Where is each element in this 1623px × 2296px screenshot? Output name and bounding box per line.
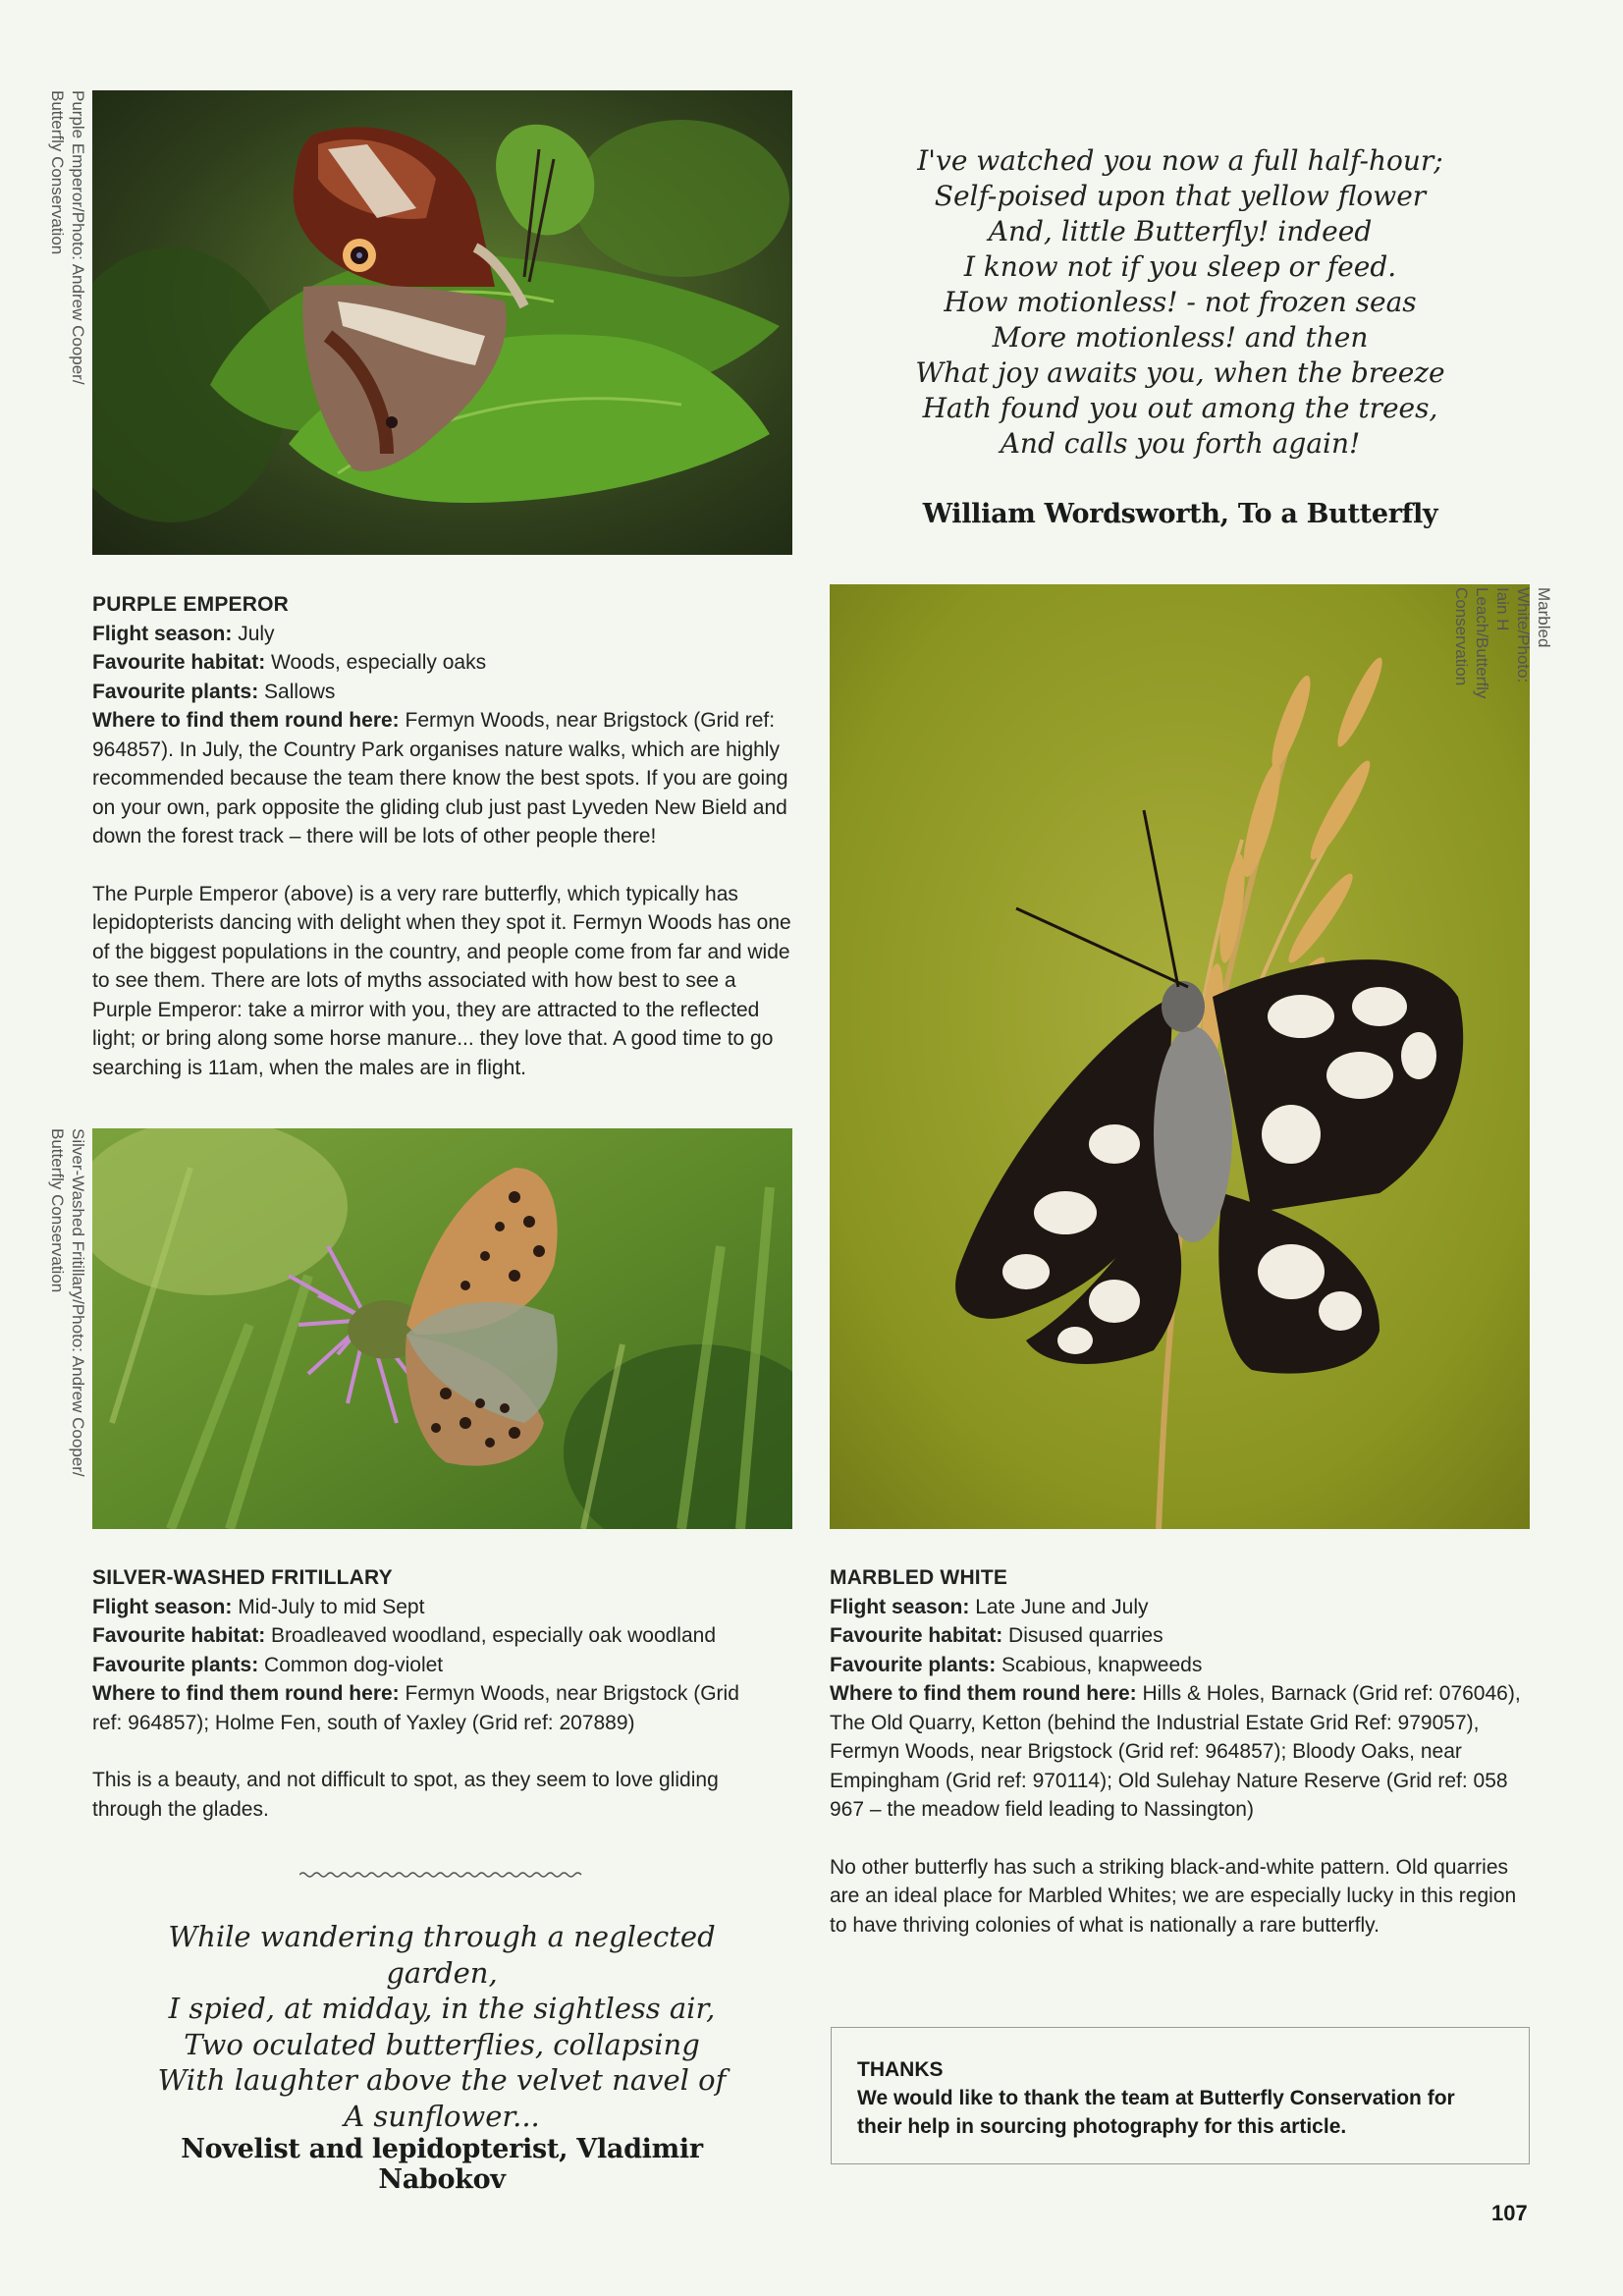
habitat-value: Broadleaved woodland, especially oak woodland bbox=[271, 1624, 717, 1647]
plants-value: Scabious, knapweeds bbox=[1001, 1653, 1203, 1676]
silver-washed-fritillary-photo bbox=[92, 1128, 792, 1529]
flight-label: Flight season: bbox=[92, 1595, 233, 1618]
flight-value: Mid-July to mid Sept bbox=[238, 1595, 425, 1618]
quote-wordsworth-attribution: William Wordsworth, To a Butterfly bbox=[922, 499, 1438, 529]
marbled-white-photo bbox=[830, 584, 1530, 1529]
purple-emperor-photo bbox=[92, 90, 792, 555]
photo-credit-silver-washed: Silver-Washed Fritillary/Photo: Andrew Cooper/ Butterfly Conservation bbox=[48, 1128, 87, 1477]
where-value: Fermyn Woods, near Brigstock (Grid ref: 964857). In July, the Country Park organises nature walks, which are highly recommended because the team there know the best spots. If you are going on your own, park opposite the gliding club just past Lyveden New Bield and down the forest track – there will be lots of other people there! bbox=[92, 709, 788, 847]
quote-line: Self-poised upon that yellow flower bbox=[934, 180, 1427, 212]
thanks-text: We would like to thank the team at Butterfly Conservation for their help in sourcing photography for this article. bbox=[857, 2087, 1455, 2138]
quote-line: And, little Butterfly! indeed bbox=[988, 215, 1373, 247]
quote-line: A sunflower... bbox=[344, 2099, 540, 2133]
flight-value: July bbox=[238, 622, 275, 645]
marbled-white-info bbox=[830, 1563, 1529, 1940]
quote-wordsworth bbox=[884, 143, 1477, 462]
flight-label: Flight season: bbox=[830, 1595, 970, 1618]
quote-line: I've watched you now a full half-hour; bbox=[917, 144, 1443, 177]
thanks-box bbox=[831, 2027, 1530, 2164]
page-number: 107 bbox=[1491, 2201, 1528, 2225]
quote-line: Hath found you out among the trees, bbox=[922, 392, 1438, 424]
quote-line: What joy awaits you, when the breeze bbox=[915, 356, 1445, 389]
flight-label: Flight season: bbox=[92, 622, 233, 645]
thanks-title: THANKS bbox=[857, 2058, 944, 2081]
quote-line: Two oculated butterflies, collapsing bbox=[184, 2027, 700, 2061]
where-label: Where to find them round here: bbox=[92, 709, 400, 732]
where-label: Where to find them round here: bbox=[92, 1682, 400, 1705]
quote-nabokov bbox=[118, 1919, 766, 2134]
species-body: No other butterfly has such a striking black-and-white pattern. Old quarries are an ideal place for Marbled Whites; we are especially lucky in this region to have thriving colonies of what is nationally a rare butterfly. bbox=[830, 1855, 1517, 1937]
habitat-value: Woods, especially oaks bbox=[271, 651, 487, 674]
habitat-label: Favourite habitat: bbox=[830, 1624, 1003, 1647]
species-body: The Purple Emperor (above) is a very rare butterfly, which typically has lepidopterists dancing with delight when they spot it. Fermyn Woods has one of the biggest populations in the country, and people come from far and wide to see them. There are lots of myths associated with how best to see a Purple Emperor: take a mirror with you, they are attracted to the reflected light; or bring along some horse manure... they love that. A good time to go searching is 11am, when the males are in flight. bbox=[92, 882, 791, 1079]
flight-value: Late June and July bbox=[975, 1595, 1149, 1618]
photo-credit-marbled-white: Marbled White/Photo: Iain H Leach/Butterfly Conservation bbox=[1452, 587, 1553, 699]
habitat-value: Disused quarries bbox=[1008, 1624, 1163, 1647]
quote-line: I know not if you sleep or feed. bbox=[963, 250, 1397, 283]
quote-line: While wandering through a neglected garden, bbox=[168, 1920, 716, 1990]
plants-label: Favourite plants: bbox=[92, 680, 259, 703]
where-value: Fermyn Woods, near Brigstock (Grid ref: 964857); Holme Fen, south of Yaxley (Grid ref: 207889) bbox=[92, 1682, 739, 1734]
plants-label: Favourite plants: bbox=[830, 1653, 997, 1676]
wavy-divider bbox=[299, 1867, 586, 1877]
plants-value: Sallows bbox=[264, 680, 336, 703]
silver-washed-info bbox=[92, 1563, 791, 1824]
where-label: Where to find them round here: bbox=[830, 1682, 1137, 1705]
quote-line: I spied, at midday, in the sightless air, bbox=[168, 1992, 716, 2025]
species-title: PURPLE EMPEROR bbox=[92, 593, 289, 616]
quote-nabokov-attribution: Novelist and lepidopterist, Vladimir Nabokov bbox=[181, 2134, 703, 2195]
plants-value: Common dog-violet bbox=[264, 1653, 444, 1676]
species-body: This is a beauty, and not difficult to spot, as they seem to love gliding through the glades. bbox=[92, 1769, 719, 1821]
photo-credit-purple-emperor: Purple Emperor/Photo: Andrew Cooper/ Butterfly Conservation bbox=[48, 90, 87, 385]
habitat-label: Favourite habitat: bbox=[92, 651, 266, 674]
plants-label: Favourite plants: bbox=[92, 1653, 259, 1676]
habitat-label: Favourite habitat: bbox=[92, 1624, 266, 1647]
quote-line: With laughter above the velvet navel of bbox=[157, 2063, 727, 2097]
species-title: MARBLED WHITE bbox=[830, 1566, 1008, 1589]
species-title: SILVER-WASHED FRITILLARY bbox=[92, 1566, 393, 1589]
purple-emperor-info bbox=[92, 590, 791, 1082]
quote-line: More motionless! and then bbox=[992, 321, 1369, 354]
quote-line: How motionless! - not frozen seas bbox=[944, 286, 1417, 318]
quote-line: And calls you forth again! bbox=[1000, 427, 1361, 460]
where-value: Hills & Holes, Barnack (Grid ref: 076046), The Old Quarry, Ketton (behind the Industrial Estate Grid Ref: 979057), Fermyn Woods, near Brigstock (Grid ref: 964857); Bloody Oaks, near Empingham (Grid ref: 970114); Old Sulehay Nature Reserve (Grid ref: 058 967 – the meadow field leading to Nassington) bbox=[830, 1682, 1521, 1821]
